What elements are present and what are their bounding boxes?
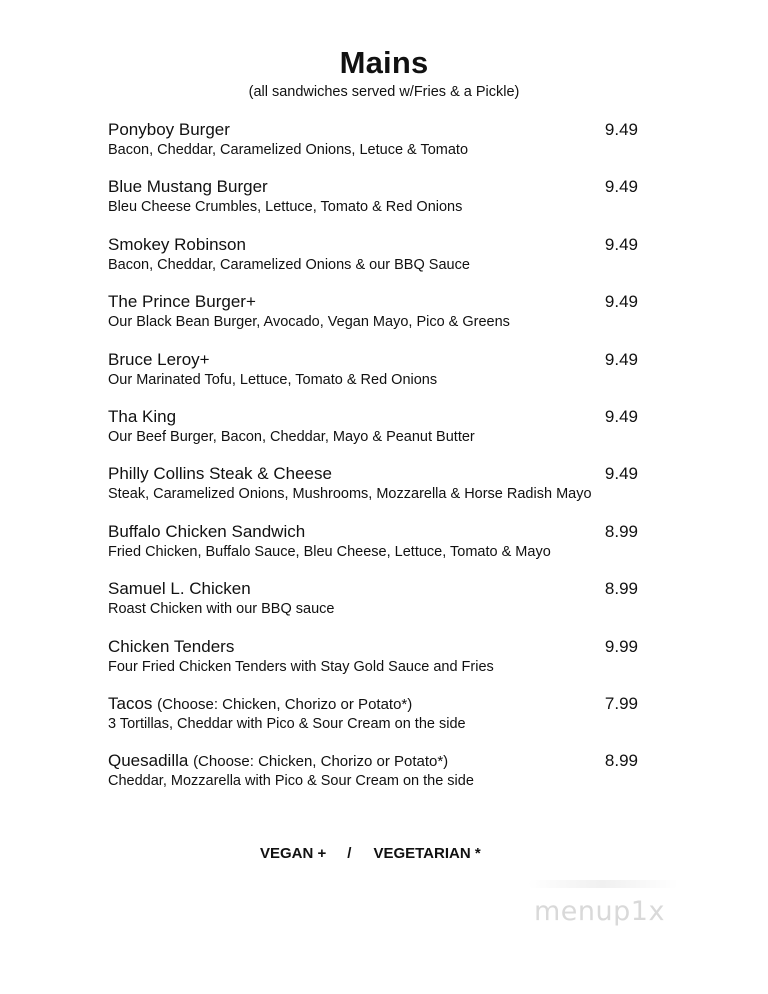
item-price: 9.99 [604,636,638,656]
item-price: 9.49 [604,177,638,197]
item-price: 8.99 [604,521,638,541]
menupix-watermark: menup1x [534,896,665,927]
item-price: 7.99 [604,693,638,713]
vegan-legend: VEGAN + [260,845,327,862]
vegetarian-legend: VEGETARIAN * [373,845,481,862]
item-price: 9.49 [604,464,638,484]
item-price: 8.99 [604,579,638,599]
menu-items-list [108,120,640,809]
menu-item [108,235,640,292]
item-name: Smokey Robinson [108,234,246,254]
item-description: Bacon, Cheddar, Caramelized Onions & our BBQ Sauce [108,256,470,273]
item-description: Four Fried Chicken Tenders with Stay Gold Sauce and Fries [108,658,494,675]
menu-item [108,751,640,808]
menu-item [108,637,640,694]
menu-subtitle: (all sandwiches served w/Fries & a Pickle) [248,84,520,100]
menu-item [108,464,640,521]
item-name: Chicken Tenders [108,636,235,656]
item-name: The Prince Burger+ [108,292,256,312]
menu-title: Mains [339,45,429,80]
item-price: 8.99 [604,751,638,771]
item-description: Cheddar, Mozzarella with Pico & Sour Cream on the side [108,773,474,790]
item-description: Roast Chicken with our BBQ sauce [108,601,335,618]
item-name: Samuel L. Chicken [108,579,251,599]
menu-item [108,177,640,234]
item-price: 9.49 [604,406,638,426]
watermark-decoration [528,880,678,888]
item-name: Blue Mustang Burger [108,177,268,197]
item-name: Quesadilla (Choose: Chicken, Chorizo or Potato*) [108,751,449,771]
item-name: Tacos (Choose: Chicken, Chorizo or Potato*) [108,693,413,713]
item-price: 9.49 [604,292,638,312]
menu-item [108,579,640,636]
item-name: Tha King [108,406,177,426]
item-name: Ponyboy Burger [108,120,230,139]
menu-item [108,350,640,407]
menu-item [108,694,640,751]
menu-item [108,120,640,177]
item-description: Our Beef Burger, Bacon, Cheddar, Mayo & Peanut Butter [108,428,475,445]
item-name: Buffalo Chicken Sandwich [108,521,306,541]
item-description: Bleu Cheese Crumbles, Lettuce, Tomato & Red Onions [108,199,463,216]
item-description: Our Black Bean Burger, Avocado, Vegan Mayo, Pico & Greens [108,314,510,331]
diet-legend [260,845,481,862]
item-description: Our Marinated Tofu, Lettuce, Tomato & Red Onions [108,371,438,388]
item-price: 9.49 [604,120,638,139]
item-price: 9.49 [604,349,638,369]
menu-item [108,522,640,579]
item-note: (Choose: Chicken, Chorizo or Potato*) [193,753,449,771]
item-description: 3 Tortillas, Cheddar with Pico & Sour Cream on the side [108,715,466,732]
item-note: (Choose: Chicken, Chorizo or Potato*) [157,695,413,713]
item-name: Philly Collins Steak & Cheese [108,464,332,484]
legend-separator: / [347,845,352,862]
menu-item [108,292,640,349]
menu-item [108,407,640,464]
item-name: Bruce Leroy+ [108,349,210,369]
item-description: Fried Chicken, Buffalo Sauce, Bleu Cheese, Lettuce, Tomato & Mayo [108,543,551,560]
item-price: 9.49 [604,234,638,254]
item-description: Steak, Caramelized Onions, Mushrooms, Mozzarella & Horse Radish Mayo [108,486,592,503]
item-description: Bacon, Cheddar, Caramelized Onions, Letuce & Tomato [108,142,469,158]
